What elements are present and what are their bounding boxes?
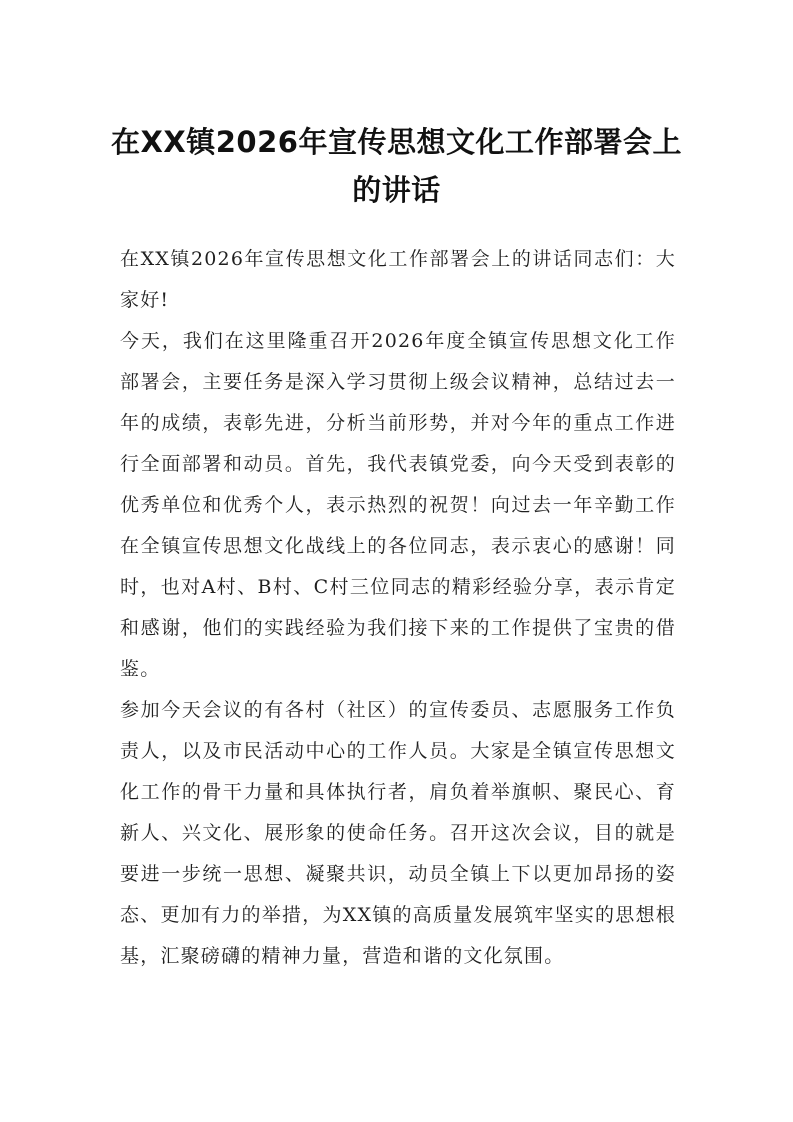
paragraph-attendees: 参加今天会议的有各村（社区）的宣传委员、志愿服务工作负责人，以及市民活动中心的工作人员。大家是全镇宣传思想文化工作的骨干力量和具体执行者，肩负着举旗帜、聚民心、育新人、兴文化、展形象的使命任务。召开这次会议，目的就是要进一步统一思想、凝聚共识，动员全镇上下以更加昂扬的姿态、更加有力的举措，为XX镇的高质量发展筑牢坚实的思想根基，汇聚磅礴的精神力量，营造和谐的文化氛围。: [120, 699, 676, 967]
paragraph-greeting: 在XX镇2026年宣传思想文化工作部署会上的讲话同志们：大家好!: [120, 248, 676, 311]
document-title: 在XX镇2026年宣传思想文化工作部署会上的讲话: [111, 125, 682, 207]
paragraph-opening: 今天，我们在这里隆重召开2026年度全镇宣传思想文化工作部署会，主要任务是深入学习贯彻上级会议精神，总结过去一年的成绩，表彰先进，分析当前形势，并对今年的重点工作进行全面部署和动员。首先，我代表镇党委，向今天受到表彰的优秀单位和优秀个人，表示热烈的祝贺！向过去一年辛勤工作在全镇宣传思想文化战线上的各位同志，表示衷心的感谢！同时，也对A村、B村、C村三位同志的精彩经验分享，表示肯定和感谢，他们的实践经验为我们接下来的工作提供了宝贵的借鉴。: [120, 330, 676, 680]
document-body: [120, 239, 676, 977]
